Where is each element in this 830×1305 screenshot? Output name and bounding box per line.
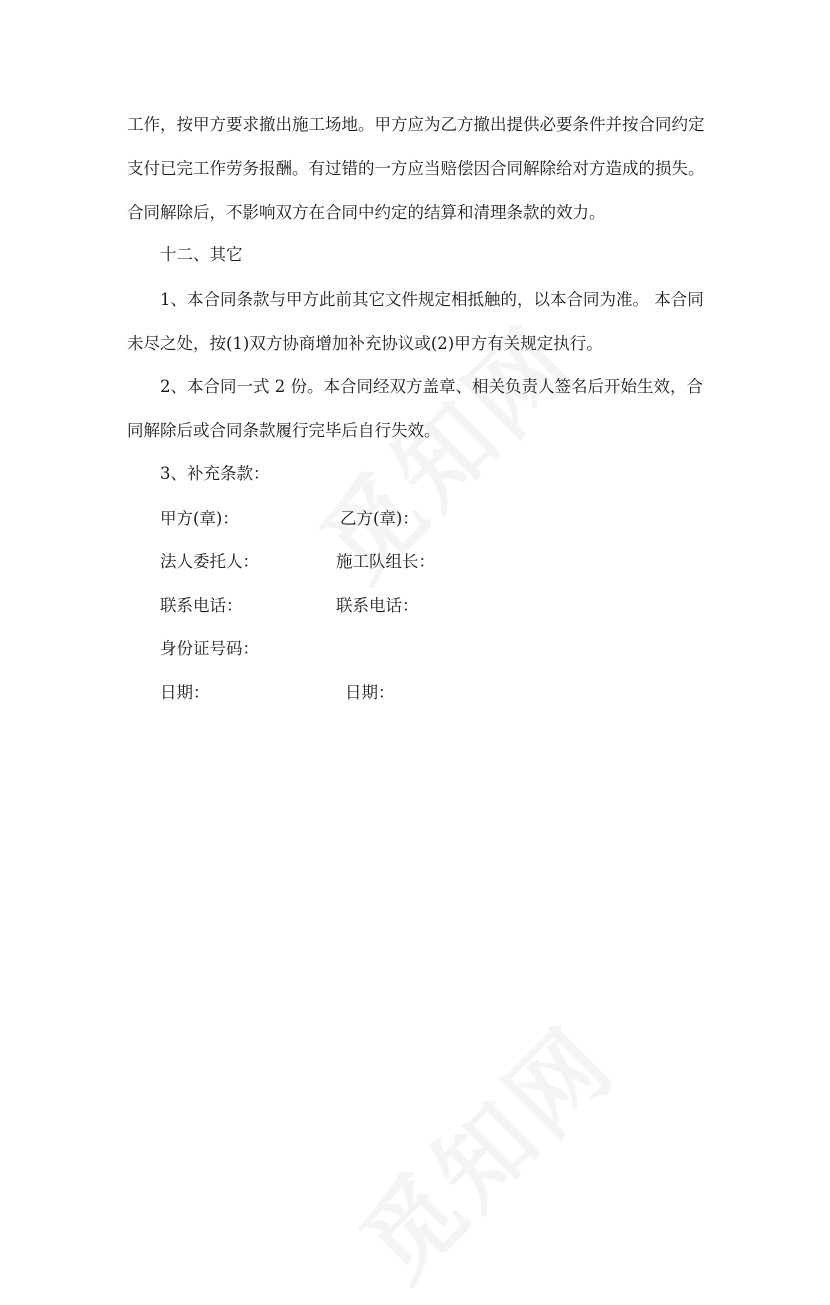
date-a-label: 日期： [160,683,210,702]
phone-a-label: 联系电话： [160,596,243,615]
section-heading: 十二、其它 [160,245,243,264]
paragraph-line: 工作，按甲方要求撤出施工场地。甲方应为乙方撤出提供必要条件并按合同约定 [127,115,705,134]
watermark [326,992,639,1305]
id-number-label: 身份证号码： [160,639,259,658]
party-b-seal-label: 乙方(章)： [340,509,419,528]
paragraph-line: 未尽之处，按(1)双方协商增加补充协议或(2)甲方有关规定执行。 [127,334,603,353]
paragraph-line: 同解除后或合同条款履行完毕后自行失效。 [127,421,441,440]
paragraph-line: 3、补充条款： [160,464,270,483]
paragraph-line: 合同解除后，不影响双方在合同中约定的结算和清理条款的效力。 [127,203,606,222]
paragraph-line: 1、本合同条款与甲方此前其它文件规定相抵触的，以本合同为准。 本合同 [160,290,704,309]
paragraph-line: 支付已完工作劳务报酬。有过错的一方应当赔偿因合同解除给对方造成的损失。 [127,159,705,178]
team-leader-label: 施工队组长： [336,552,435,571]
legal-agent-label: 法人委托人： [160,552,259,571]
date-b-label: 日期： [345,683,395,702]
phone-b-label: 联系电话： [336,596,419,615]
paragraph-line: 2、本合同一式 2 份。本合同经双方盖章、相关负责人签名后开始生效，合 [160,377,703,396]
party-a-seal-label: 甲方(章)： [160,509,239,528]
